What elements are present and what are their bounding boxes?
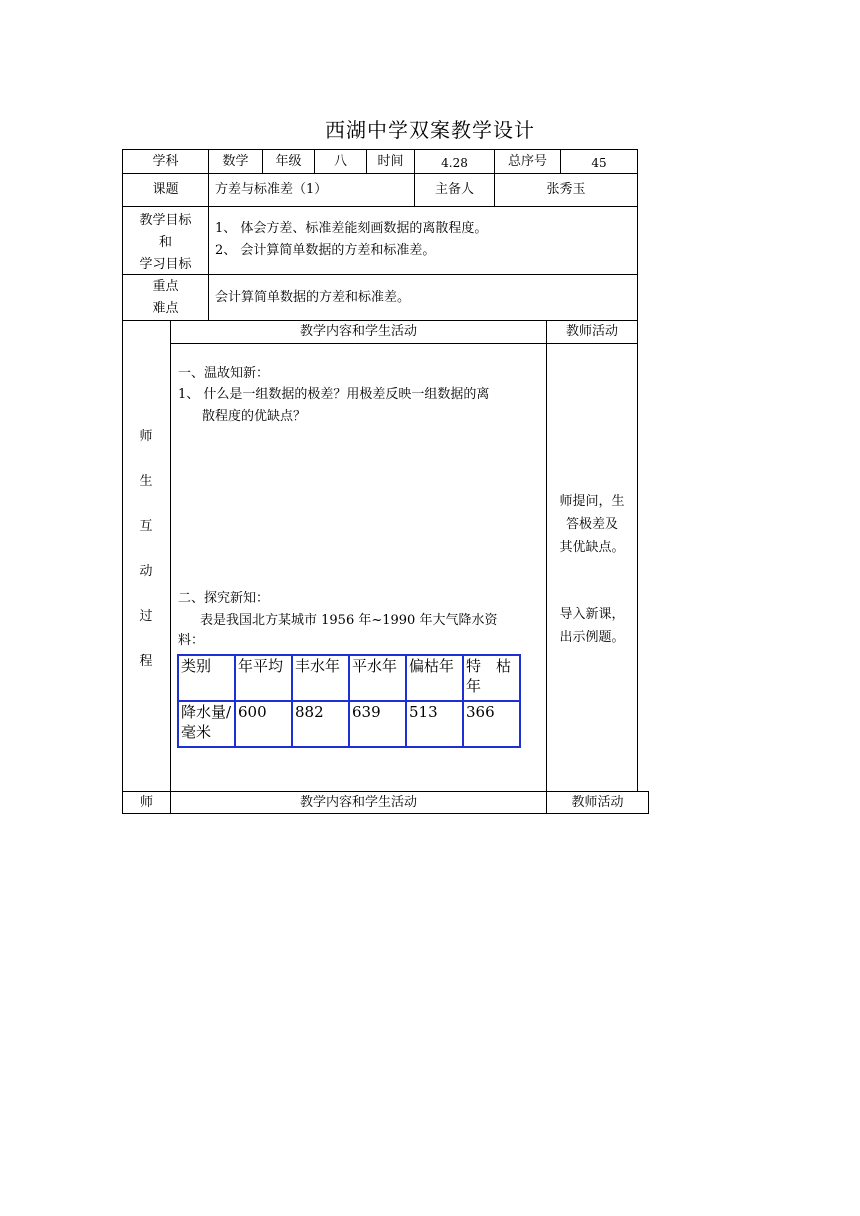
rainfall-table [177,654,521,748]
teacher-note-line: 出示例题。 [559,630,625,645]
side-label-char: 互 [139,519,153,534]
table-cell: 639 [349,701,406,747]
preparer-value: 张秀玉 [546,182,586,198]
table-header-cell: 丰水年 [292,655,349,701]
content-header: 教学内容和学生活动 [299,324,417,340]
teacher-note-line: 导入新课， [559,607,625,622]
table-border [208,206,209,320]
teacher-note-line: 答极差及 [565,517,618,532]
teacher-note-line: 其优缺点。 [559,540,625,555]
section2-title: 二、探究新知： [178,591,270,606]
table-header-cell: 平水年 [349,655,406,701]
goal-item: 2、 会计算简单数据的方差和标准差。 [215,243,436,258]
table-header-cell: 偏枯年 [406,655,463,701]
section1-title: 一、温故知新： [178,366,270,381]
table-border [122,813,649,814]
goals-label-line: 学习目标 [139,257,192,272]
table-border [170,320,171,814]
serial-value: 45 [591,156,607,171]
side-label-char: 动 [139,564,153,579]
intro-line: 表是我国北方某城市 1956 年~1990 年大气降水资 [200,613,498,628]
table-border [546,320,547,814]
topic-label: 课题 [152,182,179,198]
footer-side-char: 师 [139,794,153,810]
footer-teacher-header: 教师活动 [571,794,624,810]
question-line: 1、 什么是一组数据的极差？用极差反映一组数据的离 [178,387,490,402]
intro-line: 料： [178,633,205,648]
table-cell: 882 [292,701,349,747]
subject-value: 数学 [222,153,249,169]
key-content: 会计算简单数据的方差和标准差。 [215,290,411,305]
table-border [122,206,637,207]
table-cell: 366 [463,701,520,747]
side-label-char: 程 [139,654,153,669]
teacher-header: 教师活动 [565,324,618,340]
topic-value: 方差与标准差（1） [215,182,328,198]
table-row [178,701,520,747]
grade-value: 八 [333,153,347,169]
table-border [648,791,649,814]
table-cell: 513 [406,701,463,747]
table-row [178,655,520,701]
teacher-note-line: 师提问，生 [559,494,625,509]
teacher-note [547,603,637,649]
key-label-line: 重点 [152,279,179,294]
table-row-label: 降水量/毫米 [178,701,235,747]
teacher-note [547,490,637,559]
table-border [637,149,638,791]
key-label-line: 难点 [152,301,179,316]
question-line: 散程度的优缺点？ [202,409,307,424]
time-value: 4.28 [441,156,468,171]
preparer-label: 主备人 [434,182,474,198]
side-label-char: 师 [139,429,153,444]
goals-label-line: 教学目标 [139,213,192,228]
goals-label-line: 和 [158,235,172,250]
time-label: 时间 [377,153,404,169]
side-label-char: 生 [139,474,153,489]
table-header-cell: 特 枯年 [463,655,520,701]
side-label-char: 过 [139,609,153,624]
table-border [208,173,209,206]
table-border [170,343,637,344]
goal-item: 1、 体会方差、标准差能刻画数据的离散程度。 [215,221,488,236]
goals-label [123,210,208,276]
footer-content-header: 教学内容和学生活动 [299,794,417,810]
table-header-cell: 类别 [178,655,235,701]
subject-label: 学科 [152,153,179,169]
serial-label: 总序号 [507,153,547,169]
document-title: 西湖中学双案教学设计 [325,118,535,142]
table-header-cell: 年平均 [235,655,292,701]
table-cell: 600 [235,701,292,747]
grade-label: 年级 [275,153,302,169]
key-label [123,276,208,320]
